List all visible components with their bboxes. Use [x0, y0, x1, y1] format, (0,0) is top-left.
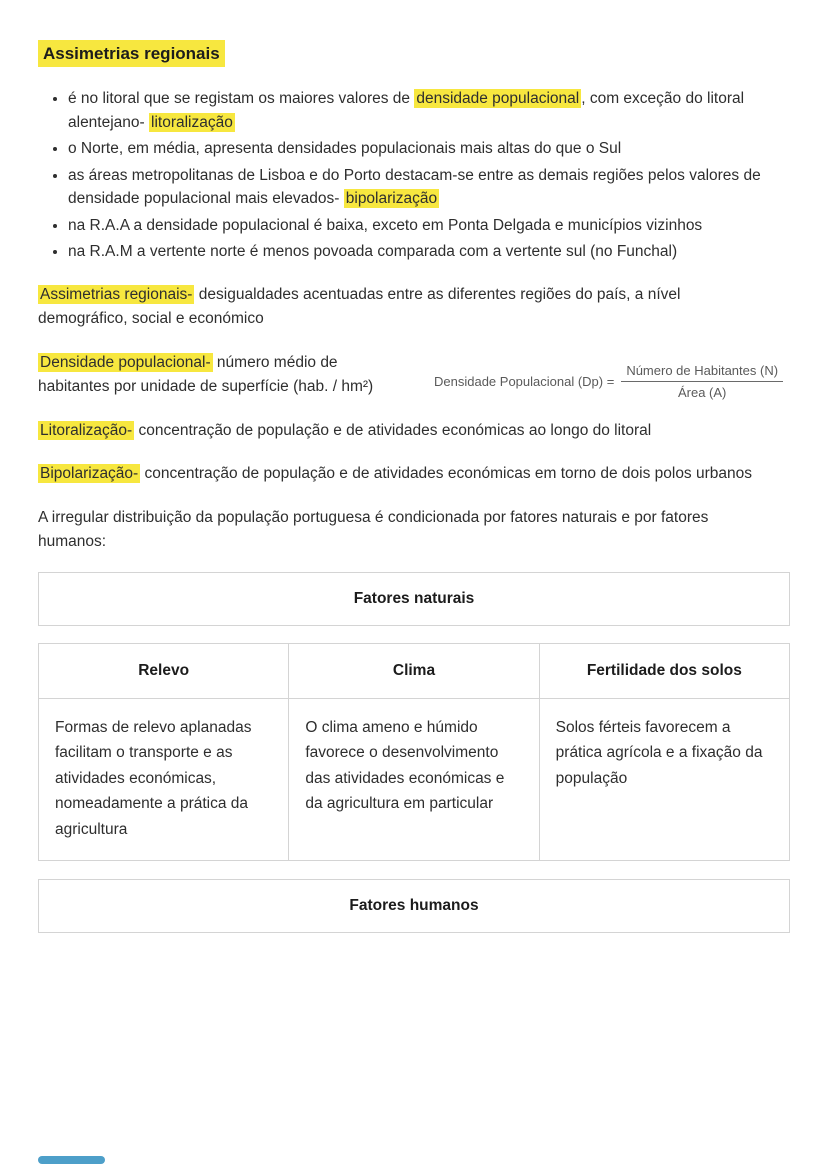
table-header-row	[39, 643, 790, 698]
key-points-list	[38, 87, 783, 264]
definition-assimetrias	[38, 283, 763, 332]
definition-densidade	[38, 351, 398, 400]
bullet-text: , com exceção do litoral alentejano-	[68, 90, 745, 131]
bullet-text: é no litoral que se registam os maiores valores de	[68, 90, 415, 108]
formula-denominator: Área (A)	[677, 384, 727, 400]
highlighted-term: bipolarização	[345, 190, 438, 208]
bullet-text: na R.A.M a vertente norte é menos povoada comparada com a vertente sul (no Funchal)	[68, 243, 678, 261]
natural-factors-table	[38, 643, 790, 862]
definition-text: concentração de população e de atividades económicas em torno de dois polos urbanos	[140, 465, 753, 483]
definition-bipolarizacao	[38, 462, 763, 487]
highlighted-term: Litoralização-	[40, 421, 133, 439]
highlighted-term: litoralização	[151, 113, 233, 131]
formula-numerator: Número de Habitantes (N)	[621, 363, 783, 382]
definition-densidade-block	[38, 351, 790, 400]
table-row	[39, 698, 790, 861]
bullet-text: na R.A.A a densidade populacional é baixa, exceto em Ponta Delgada e municípios vizinhos	[68, 216, 703, 234]
table-cell-fertilidade: Solos férteis favorecem a prática agrícola e a fixação da população	[539, 698, 789, 861]
bullet-text: o Norte, em média, apresenta densidades populacionais mais altas do que o Sul	[68, 140, 622, 158]
definition-text: desigualdades acentuadas entre as diferentes regiões do país, a nível demográfico, social e económico	[38, 285, 681, 328]
human-factors-panel	[38, 879, 790, 933]
highlighted-term: densidade populacional	[416, 90, 580, 108]
list-item	[68, 164, 783, 211]
highlighted-term: Densidade populacional-	[40, 353, 211, 371]
panel-title: Fatores humanos	[349, 897, 479, 915]
definition-text: número médio de habitantes por unidade de superfície (hab. / hm²)	[38, 353, 374, 396]
bullet-text: as áreas metropolitanas de Lisboa e do Porto destacam-se entre as demais regiões pelos valores de densidade populacional mais elevados-	[68, 166, 761, 208]
list-item	[68, 137, 783, 161]
definition-text: concentração de população e de atividades económicas ao longo do litoral	[134, 421, 652, 439]
page-title: Assimetrias regionais	[38, 40, 225, 67]
list-item	[68, 240, 783, 264]
list-item	[68, 214, 783, 238]
highlighted-term: Bipolarização-	[40, 465, 139, 483]
table-cell-relevo: Formas de relevo aplanadas facilitam o transporte e as atividades económicas, nomeadamente a prática da agricultura	[39, 698, 289, 861]
highlighted-term: Assimetrias regionais-	[40, 285, 193, 303]
formula-fraction	[621, 363, 783, 400]
formula-label: Densidade Populacional (Dp) =	[434, 373, 615, 389]
panel-title: Fatores naturais	[353, 589, 475, 607]
table-header-relevo: Relevo	[39, 643, 289, 698]
table-cell-clima: O clima ameno e húmido favorece o desenvolvimento das atividades económicas e da agricultura em particular	[289, 698, 539, 861]
list-item	[68, 87, 783, 134]
page-bottom-accent-bar	[38, 1156, 105, 1164]
table-header-fertilidade: Fertilidade dos solos	[539, 643, 789, 698]
density-formula	[434, 363, 783, 400]
natural-factors-panel	[38, 572, 790, 626]
definition-litoralizacao	[38, 419, 763, 444]
intro-paragraph: A irregular distribuição da população portuguesa é condicionada por fatores naturais e por fatores humanos:	[38, 508, 709, 551]
table-header-clima: Clima	[289, 643, 539, 698]
